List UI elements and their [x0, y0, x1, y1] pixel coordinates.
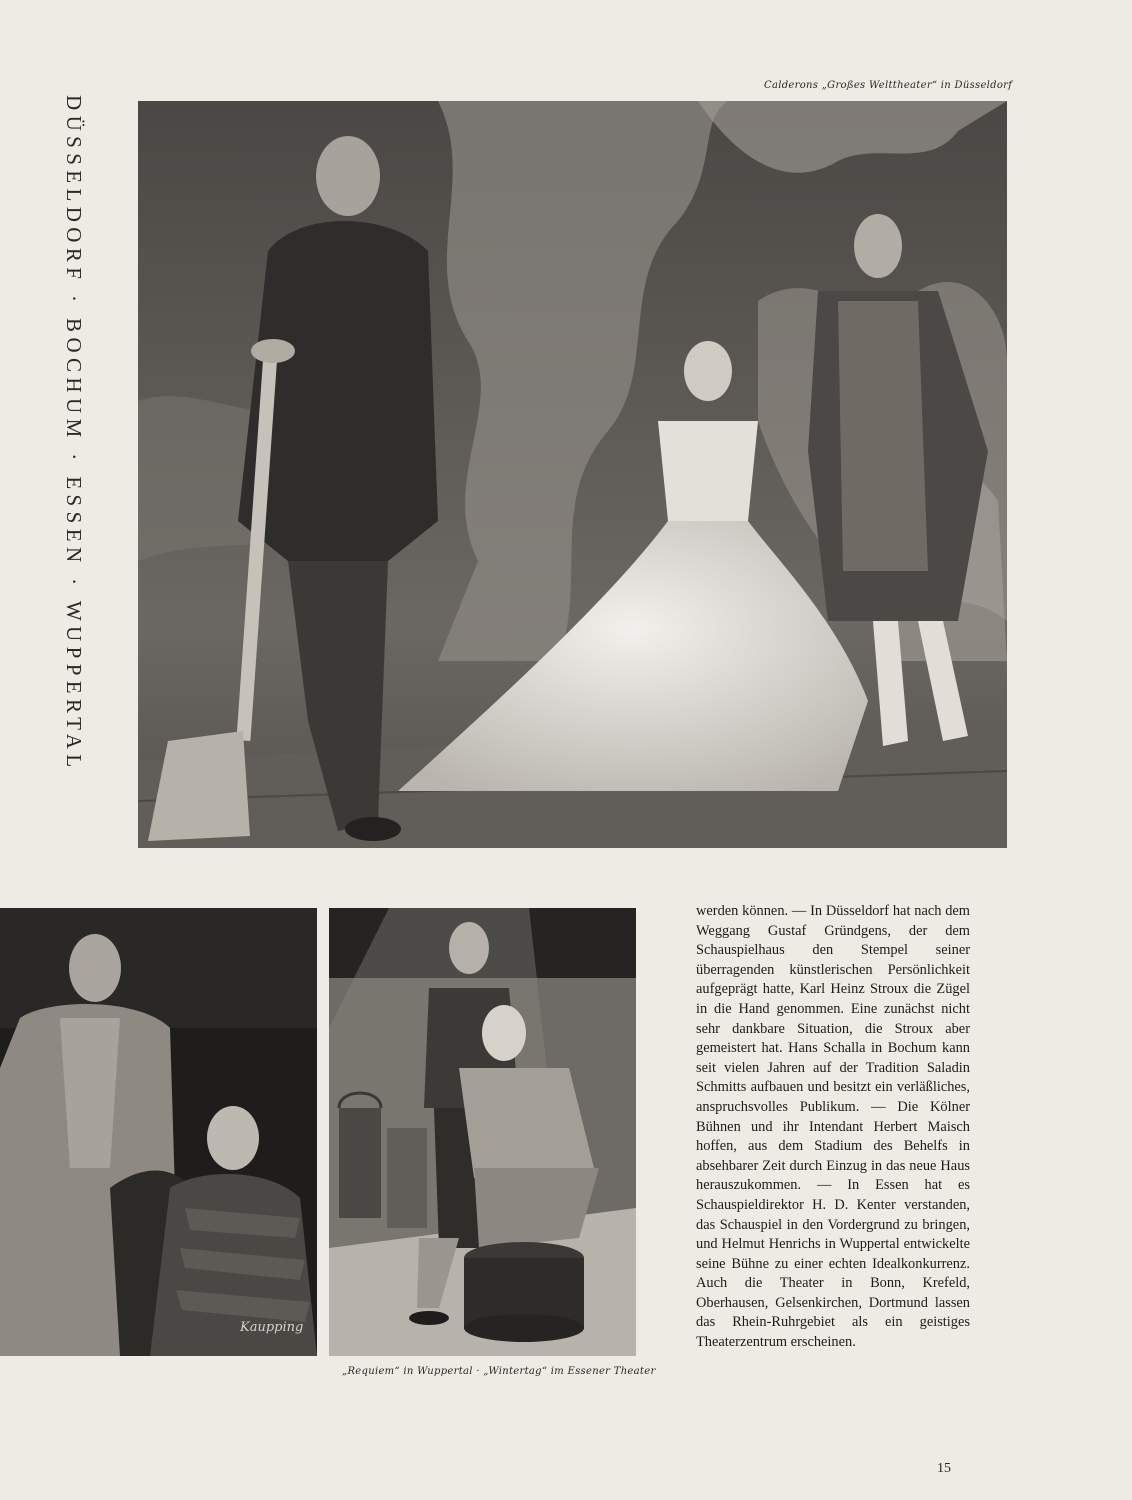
stage-photo-grosses-welttheater — [138, 101, 1007, 848]
page-number: 15 — [937, 1461, 951, 1476]
photographer-signature: Kaupping — [240, 1320, 304, 1335]
article-body-text: werden können. — In Düsseldorf hat nach dem Weggang Gustaf Gründgens, der dem Schauspielhaus den Stempel seiner überragenden künstlerischen Persönlichkeit aufgeprägt hatte, Karl Heinz Stroux die Zügel in die Hand genommen. Eine zunächst nicht sehr dankbare Situation, die Stroux aber gemeistert hat. Hans Schalla in Bochum kann seit vielen Jahren auf der Tradition Saladin Schmitts aufbauen und besitzt ein verläßliches, anspruchsvolles Publikum. — Die Kölner Bühnen und ihr Intendant Herbert Maisch hoffen, aus dem Stadium des Behelfs in absehbarer Zeit durch Einzug in das neue Haus herauszukommen. — In Essen hat es Schauspieldirektor H. D. Kenter verstanden, das Schauspiel in den Vordergrund zu bringen, und Helmut Henrichs in Wuppertal entwickelte seine Bühne zu einer echten Idealkonkurrenz. Auch die Theater in Bonn, Krefeld, Oberhausen, Gelsenkirchen, Dortmund lassen das Rhein-Ruhrgebiet als ein geistiges Theaterzentrum erscheinen. — [696, 903, 970, 1351]
top-photo-caption: Calderons „Großes Welttheater“ in Düsseldorf — [764, 80, 1013, 91]
bottom-photo-caption: „Requiem“ in Wuppertal · „Wintertag“ im Essener Theater — [342, 1366, 656, 1377]
vertical-city-title: DÜSSELDORF · BOCHUM · ESSEN · WUPPERTAL — [62, 95, 86, 773]
photo-requiem-wuppertal — [0, 908, 317, 1356]
photo-wintertag-essen — [329, 908, 636, 1356]
